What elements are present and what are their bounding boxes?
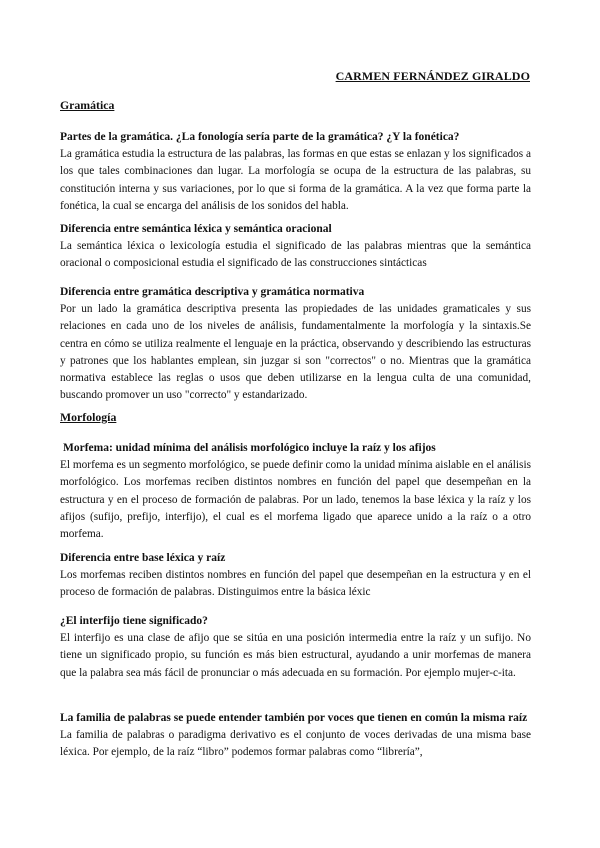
question-heading: La familia de palabras se puede entender también por voces que tienen en común la misma raíz — [60, 712, 528, 724]
qa-block-morfema — [60, 440, 531, 543]
question-heading: Diferencia entre base léxica y raíz — [60, 552, 226, 564]
qa-block-partes — [60, 129, 531, 215]
question-heading: Partes de la gramática. ¿La fonología sería parte de la gramática? ¿Y la fonética? — [60, 131, 460, 143]
qa-block-gramatica-descriptiva — [60, 284, 531, 405]
question-heading: Morfema: unidad mínima del análisis morfológico incluye la raíz y los afijos — [63, 442, 436, 454]
section-title-gramatica: Gramática — [60, 98, 115, 112]
answer-paragraph: El morfema es un segmento morfológico, se puede definir como la unidad mínima aislable en el análisis morfológico. Los morfemas reciben distintos nombres en función del papel que desempeñan en la estructura y en el proceso de formación de palabras. Por un lado, tenemos la base léxica y la raíz y los afijos (sufijo, prefijo, interfijo), el cual es el morfema ligado que aparece unido a la raíz o a otro morfema. — [60, 459, 531, 541]
qa-block-semantica — [60, 221, 531, 273]
question-heading: ¿El interfijo tiene significado? — [60, 615, 208, 627]
answer-paragraph: La familia de palabras o paradigma derivativo es el conjunto de voces derivadas de una misma base léxica. Por ejemplo, de la raíz “libro” podemos formar palabras como “librería”, — [60, 729, 531, 759]
question-heading: Diferencia entre gramática descriptiva y gramática normativa — [60, 286, 365, 298]
qa-block-base-lexica — [60, 550, 531, 602]
answer-paragraph: La semántica léxica o lexicología estudia el significado de las palabras mientras que la semántica oracional o composicional estudia el significado de las construcciones sintácticas — [60, 240, 531, 270]
author-name: CARMEN FERNÁNDEZ GIRALDO — [335, 69, 530, 83]
answer-paragraph: Por un lado la gramática descriptiva presenta las propiedades de las unidades gramaticales y sus relaciones en cada uno de los niveles de análisis, fundamentalmente la morfología y la sintaxis.Se centra en cómo se utiliza realmente el lenguaje en la práctica, observando y describiendo las estructuras y patrones que los hablantes emplean, sin juzgar si son "correctos" o no. Mientras que la gramática normativa establece las reglas o usos que deben utilizarse en la lengua culta de una comunidad, buscando promover un uso "correcto" y estandarizado. — [60, 303, 531, 402]
qa-block-familia-palabras — [60, 710, 531, 762]
answer-paragraph: Los morfemas reciben distintos nombres en función del papel que desempeñan en la estructura y en el proceso de formación de palabras. Distinguimos entre la básica léxic — [60, 569, 531, 599]
answer-paragraph: La gramática estudia la estructura de las palabras, las formas en que estas se enlazan y los significados a los que tales combinaciones dan lugar. La morfología se ocupa de la estructura de las palabras, su constitución interna y sus variaciones, por lo que si forma de la gramática. A la vez que forma parte la fonética, la cual se encarga del análisis de los sonidos del habla. — [60, 148, 531, 212]
qa-block-interfijo — [60, 613, 531, 682]
section-title-morfologia: Morfología — [60, 410, 117, 424]
answer-paragraph: El interfijo es una clase de afijo que se sitúa en una posición intermedia entre la raíz y un sufijo. No tiene un significado propio, su función es más bien estructural, ayudando a unir morfemas de manera que la palabra sea más fácil de pronunciar o más adecuada en su formación. Por ejemplo mujer-c-ita. — [60, 632, 531, 679]
question-heading: Diferencia entre semántica léxica y semántica oracional — [60, 223, 332, 235]
